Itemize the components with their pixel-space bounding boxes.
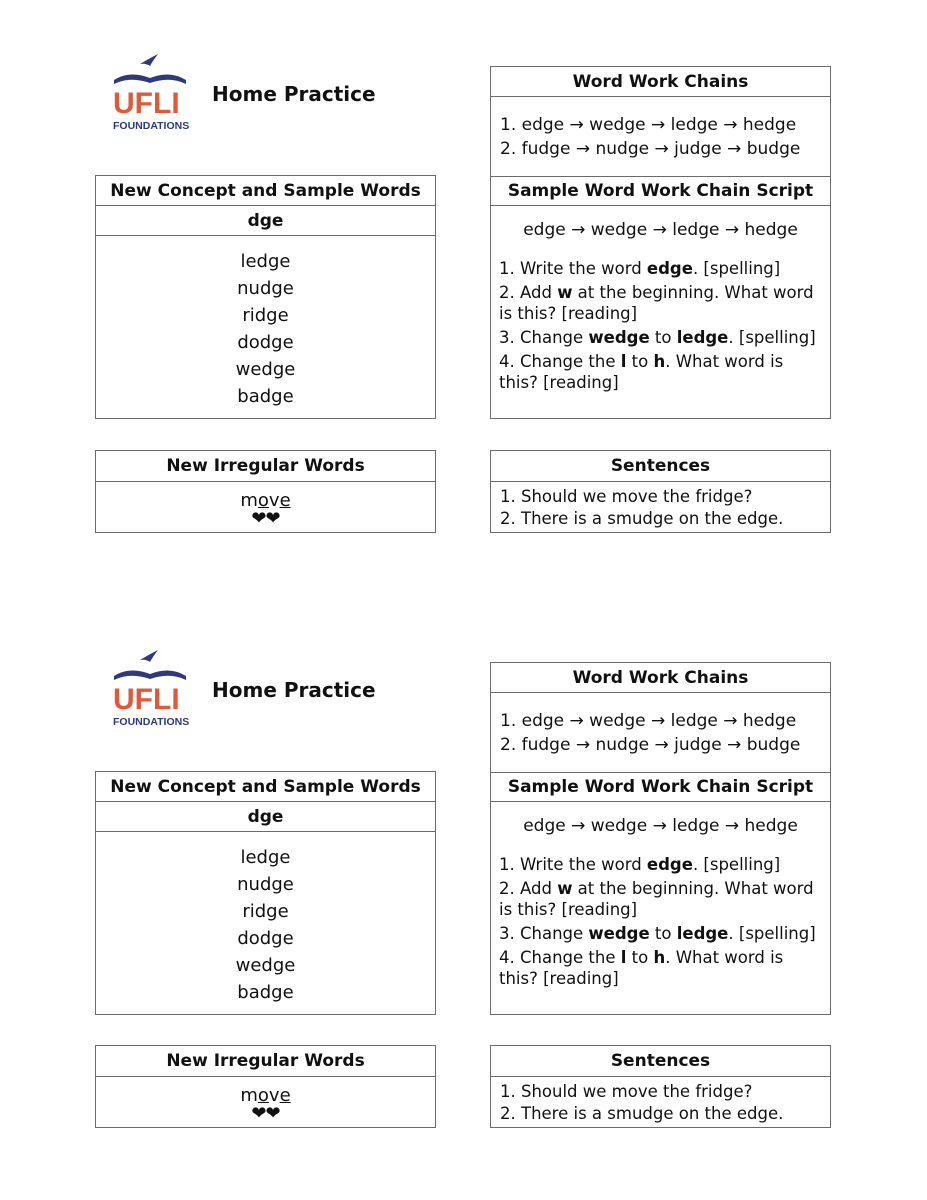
chains-header: Word Work Chains [491,663,830,693]
sample-words [96,236,435,410]
sample-word: nudge [237,278,294,299]
sample-word: dodge [237,332,294,353]
concept-box [95,175,436,419]
script-chain: edge → wedge → ledge → hedge [523,816,798,836]
script-step: 3. Change wedge to ledge. [spelling] [499,924,816,943]
word-part: m [240,490,258,511]
ufli-logo [110,646,190,730]
sample-word: badge [237,386,294,407]
sample-word: badge [237,982,294,1003]
logo-brand: UFLI [113,683,180,716]
chains-box [490,662,831,773]
sentences-box [490,1045,831,1128]
word-part-heart: e [279,490,291,511]
sentences-header: Sentences [491,451,830,482]
chains-header: Word Work Chains [491,67,830,97]
script-steps [491,254,830,393]
ufli-logo [110,50,190,134]
irregular-word [96,1077,435,1122]
sentence-list [491,482,830,530]
sample-word: wedge [235,955,296,976]
sentence-item: 2. There is a smudge on the edge. [500,1104,784,1123]
page-title: Home Practice [212,678,376,702]
irregular-word [96,482,435,527]
heart-icon: ❤❤ [251,508,280,529]
sample-word: ledge [240,251,291,272]
practice-sheet-2 [0,596,927,1192]
page-title: Home Practice [212,82,376,106]
script-step: 2. Add w at the beginning. What word is this? [reading] [499,283,814,323]
concept-pattern: dge [96,206,435,236]
word-part: m [240,1085,258,1106]
chain-item: 1. edge → wedge → ledge → hedge [500,115,797,135]
irregular-header: New Irregular Words [96,1046,435,1077]
irregular-box [95,450,436,533]
script-chain: edge → wedge → ledge → hedge [523,220,798,240]
sentence-item: 1. Should we move the fridge? [500,487,753,506]
logo-sub: FOUNDATIONS [113,716,190,728]
irregular-header: New Irregular Words [96,451,435,482]
sentence-list [491,1077,830,1125]
concept-header: New Concept and Sample Words [96,772,435,802]
chain-list [491,693,830,757]
chain-list [491,97,830,161]
sentences-header: Sentences [491,1046,830,1077]
chains-box [490,66,831,177]
script-header: Sample Word Work Chain Script [491,177,830,206]
script-box [490,772,831,1015]
sample-word: dodge [237,928,294,949]
word-part-heart: e [279,1085,291,1106]
logo-brand: UFLI [113,87,180,120]
sentences-box [490,450,831,533]
chain-item: 2. fudge → nudge → judge → budge [500,735,801,755]
sentence-item: 2. There is a smudge on the edge. [500,509,784,528]
sample-words [96,832,435,1006]
word-part: v [268,490,280,511]
concept-header: New Concept and Sample Words [96,176,435,206]
practice-sheet-1 [0,0,927,596]
concept-box [95,771,436,1015]
script-step: 1. Write the word edge. [spelling] [499,855,781,874]
script-step: 2. Add w at the beginning. What word is this? [reading] [499,879,814,919]
script-step: 4. Change the l to h. What word is this? [reading] [499,948,784,988]
word-part: v [268,1085,280,1106]
script-step: 4. Change the l to h. What word is this? [reading] [499,352,784,392]
chain-item: 2. fudge → nudge → judge → budge [500,139,801,159]
word-part-heart: o [257,490,269,511]
sentence-item: 1. Should we move the fridge? [500,1082,753,1101]
chain-item: 1. edge → wedge → ledge → hedge [500,711,797,731]
script-box [490,176,831,419]
sample-word: ridge [242,901,289,922]
script-step: 3. Change wedge to ledge. [spelling] [499,328,816,347]
irregular-box [95,1045,436,1128]
script-step: 1. Write the word edge. [spelling] [499,259,781,278]
sample-word: ridge [242,305,289,326]
script-steps [491,850,830,989]
sample-word: wedge [235,359,296,380]
script-header: Sample Word Work Chain Script [491,773,830,802]
logo-sub: FOUNDATIONS [113,120,190,132]
concept-pattern: dge [96,802,435,832]
sample-word: ledge [240,847,291,868]
sample-word: nudge [237,874,294,895]
heart-icon: ❤❤ [251,1103,280,1124]
word-part-heart: o [257,1085,269,1106]
